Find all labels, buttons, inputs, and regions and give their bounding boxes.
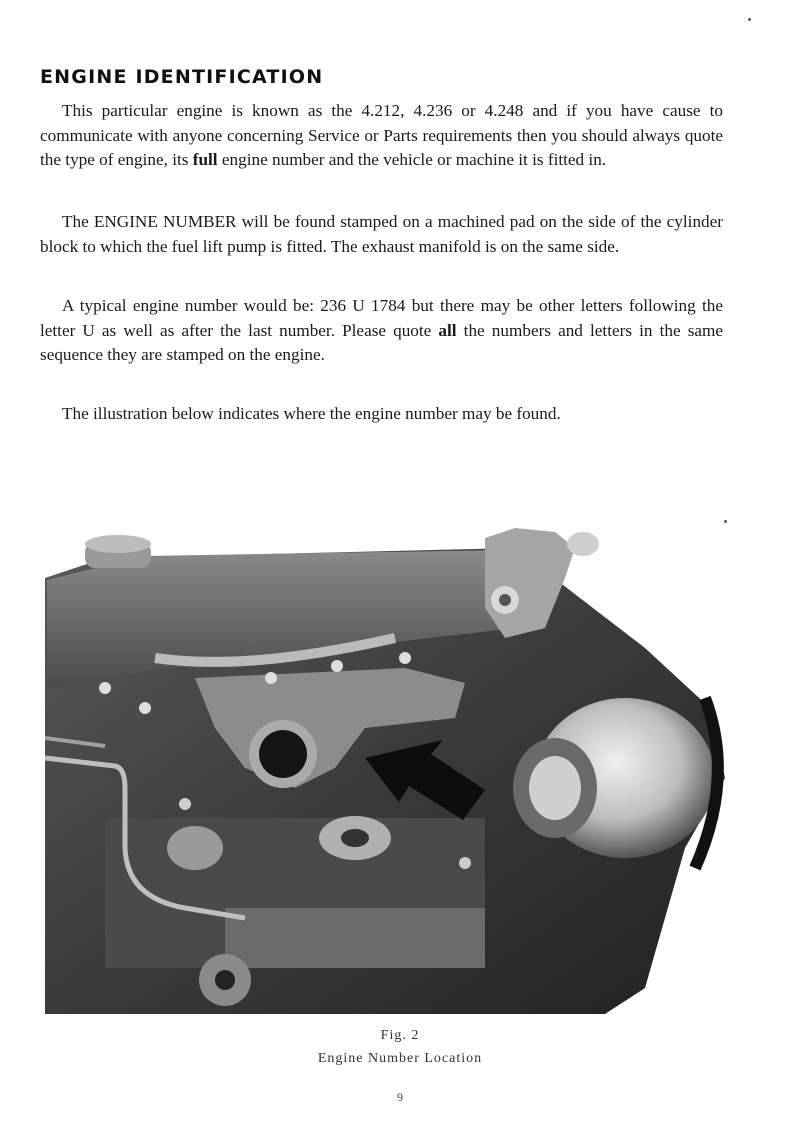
engine-photo-illustration	[45, 518, 725, 1014]
p1-bold-word: full	[192, 150, 218, 169]
page-number: 9	[397, 1090, 403, 1104]
engine-photo	[45, 518, 725, 1014]
section-heading: ENGINE IDENTIFICATION	[40, 66, 324, 88]
p3-text-b: the numbers and letters in the same sequence they are stamped on the engine.	[40, 320, 724, 364]
p3-bold-word: all	[438, 320, 457, 340]
paragraph-engine-number-location: The ENGINE NUMBER will be found stamped on a machined pad on the side of the cylinder block to which the fuel lift pump is fitted. The exhaust manifold is on the same side.	[40, 212, 723, 256]
p1-text-b: engine number and the vehicle or machine it is fitted in.	[217, 150, 607, 169]
paragraph-illustration-note: The illustration below indicates where the engine number may be found.	[62, 404, 561, 423]
p3-text-a: A typical engine number would be: 236 U 1784 but there may be other letters following the letter U as well as after the last number. Please quote	[40, 296, 723, 340]
figure-label: Fig. 2	[380, 1028, 420, 1043]
figure-caption: Engine Number Location	[317, 1051, 483, 1066]
paragraph-typical-number	[40, 294, 723, 368]
paragraph-engine-type	[40, 99, 723, 173]
scan-speck	[724, 520, 727, 523]
scan-speck	[748, 18, 751, 21]
p1-text-a: This particular engine is known as the 4.212, 4.236 or 4.248 and if you have cause to communicate with anyone concerning Service or Parts requirements then you should always quote the type of engine, its	[40, 101, 723, 169]
